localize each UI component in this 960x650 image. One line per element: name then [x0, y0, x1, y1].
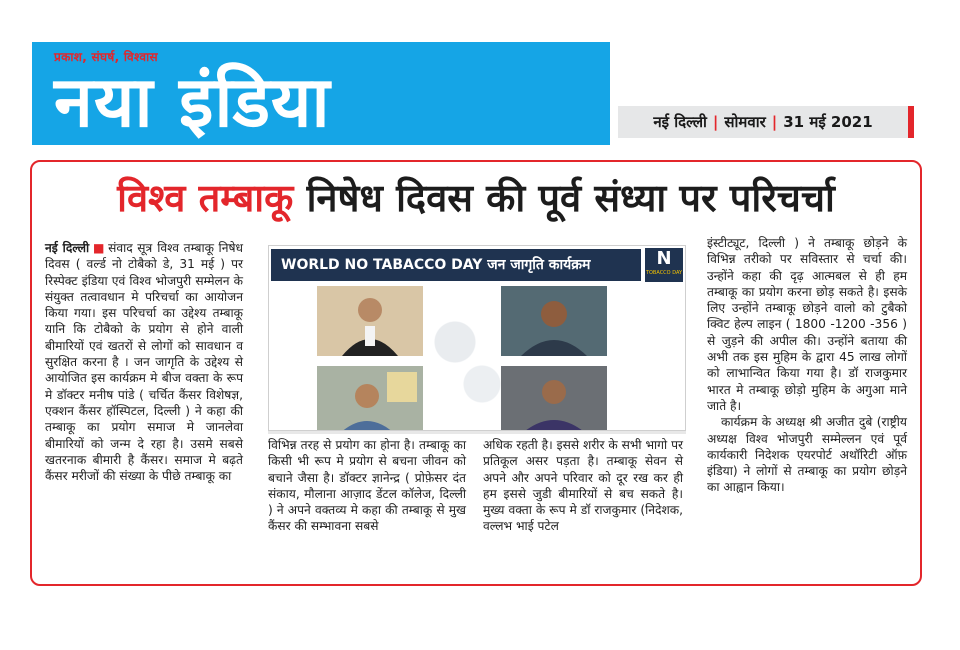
badge-caption: TOBACCO DAY	[645, 270, 683, 276]
article-column-3	[483, 437, 683, 573]
dateline	[618, 106, 914, 138]
byline-source: संवाद सूत्र	[108, 241, 153, 255]
badge-letter: N	[656, 248, 672, 269]
person-photo-icon	[501, 366, 607, 431]
article-text: अधिक रहती है। इससे शरीर के सभी भागो पर प्रतिकूल असर पड़ता है। तम्बाकू सेवन से अपने और अपने परिवार को दूर रख कर ही हम इससे जुडी बीमारियों से बच सकते है। मुख्य वक्ता के रूप मे डॉ राजकुमार (निदेशक, वल्लभ भाई पटेल	[483, 438, 683, 534]
article-text: विभिन्न तरह से प्रयोग का होना है। तम्बाकू का किसी भी रूप मे प्रयोग से बचना जीवन को बचाने जैसा है। डॉक्टर ज्ञानेन्द्र ( प्रोफ़ेसर दंत संकाय, मौलाना आज़ाद डेंटल कॉलेज, दिल्ली ) ने अपने वक्तव्य मे कहा की तम्बाकू से मुख कैंसर की सम्भावना सबसे	[268, 438, 466, 534]
article-text: इंस्टीट्यूट, दिल्ली ) ने तम्बाकू छोड़ने के विभिन्न तरीको पर सविस्तार से चर्चा की। उन्होंने कहा की दृढ़ आत्मबल से ही हम तम्बाकू का प्रयोग करना छोड़ सकते है। इसके लिए उन्होंने तम्बाकू छोड़ने वालो को टुबैको क्विट हेल्प लाइन ( 1800 -1200 -356 ) से जुड़ने की अपील की। उन्होंने बताया की अभी तक इस मुहिम के द्वारा 45 लाख लोगों को लाभान्वित किया गया है। डॉ राजकुमार भारत मे तम्बाकू छोड़ो मुहिम के अगुआ माने जाते है।	[707, 236, 907, 413]
article-text: कार्यक्रम के अध्यक्ष श्री अजीत दुबे (राष्ट्रीय अध्यक्ष विश्व भोजपुरी सम्मेल्लन एवं पूर्व कार्यकारी निदेशक एयरपोर्ट अथॉरिटी ऑफ़ इंडिया) ने लोगों से तम्बाकू का प्रयोग छोड़ने का आह्वान किया।	[707, 415, 907, 495]
no-tobacco-badge-icon	[645, 248, 683, 282]
photo-shadow	[268, 431, 686, 434]
article-column-1	[45, 240, 243, 570]
separator-bar: |	[712, 113, 719, 131]
video-tile-4	[501, 366, 607, 431]
newspaper-logo: नया इंडिया	[54, 61, 331, 143]
dateline-date: 31 मई 2021	[783, 113, 873, 131]
article-column-2	[268, 437, 466, 573]
video-tile-1	[317, 286, 423, 356]
article-headline	[44, 170, 908, 226]
video-tile-2	[501, 286, 607, 356]
person-photo-icon	[317, 366, 423, 431]
dateline-day: सोमवार	[724, 113, 766, 131]
square-bullet-icon: ■	[92, 241, 106, 255]
masthead	[32, 42, 610, 145]
person-photo-icon	[317, 286, 423, 356]
byline-place: नई दिल्ली	[45, 241, 90, 255]
photo-banner: WORLD NO TABACCO DAY जन जागृति कार्यक्रम	[271, 249, 641, 281]
masthead-tagline: प्रकाश, संघर्ष, विश्वास	[54, 50, 158, 64]
article-column-4	[707, 235, 907, 575]
article-text: विश्व तम्बाकू निषेध दिवस ( वर्ल्ड नो टोबैको डे, 31 मई ) पर रिस्पेक्ट इंडिया एवं विश्व भोजपुरी सम्मेलन के संयुक्त तत्वावधान मे परिचर्चा का आयोजन किया गया। इस परिचर्चा का उद्देश्य तम्बाकू यानि कि टोबैको के प्रयोग से होने वाली बीमारियों एवं खतरों से लोगों को सावधान व सुरक्षित करना है । जन जागृति के उद्देश्य से आयोजित इस कार्यक्रम मे बीज वक्ता के रूप मे डॉक्टर मनीष पांडे ( चर्चित कैंसर विशेषज्ञ, एक्शन कैंसर हॉस्पिटल, दिल्ली ) ने कहा की तम्बाकू का प्रयोग समाज मे जानलेवा बीमारियों को जन्म दे रहा है। उसमे सबसे खतरनाक बीमारी है कैंसर। समाज मे बढ़ते कैंसर मरीजों की संख्या के पीछे तम्बाकू का	[45, 241, 244, 484]
headline-red-part: विश्व तम्बाकू	[117, 176, 294, 220]
person-photo-icon	[501, 286, 607, 356]
video-tile-3	[317, 366, 423, 431]
byline	[45, 241, 157, 255]
separator-bar: |	[771, 113, 778, 131]
world-map-graphic	[419, 286, 509, 426]
dateline-city: नई दिल्ली	[653, 113, 707, 131]
event-photo	[268, 245, 686, 431]
headline-dark-part: निषेध दिवस की पूर्व संध्या पर परिचर्चा	[306, 176, 835, 220]
